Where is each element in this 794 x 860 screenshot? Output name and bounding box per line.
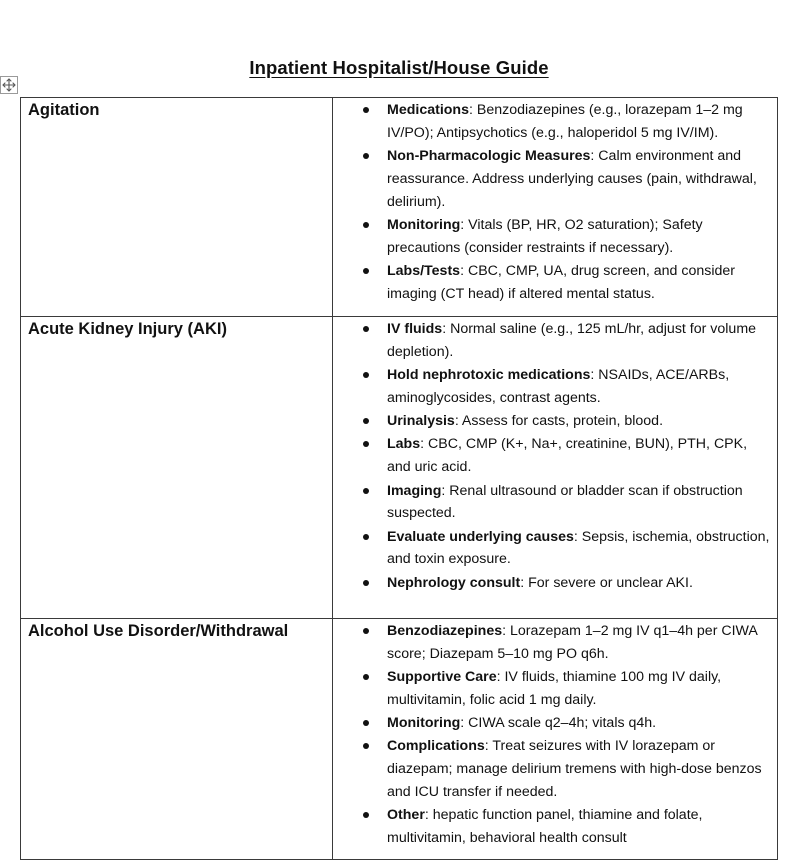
- list-item: [387, 433, 771, 479]
- topic-cell[interactable]: [21, 619, 333, 860]
- topic-heading-aki: Acute Kidney Injury (AKI): [28, 320, 227, 338]
- list-item: [387, 99, 771, 145]
- topic-heading-alcohol: Alcohol Use Disorder/Withdrawal: [28, 622, 289, 640]
- item-text: : IV fluids, thiamine 100 mg IV daily, multivitamin, folic acid 1 mg daily.: [387, 669, 722, 708]
- list-item: [387, 804, 771, 850]
- item-text: : Sepsis, ischemia, obstruction, and toxin exposure.: [387, 528, 770, 568]
- guide-table: [20, 97, 778, 860]
- item-term: Supportive Care: [387, 669, 497, 686]
- table-row: [21, 317, 778, 619]
- item-text: : Normal saline (e.g., 125 mL/hr, adjust for volume depletion).: [387, 321, 757, 360]
- item-term: Urinalysis: [387, 413, 455, 430]
- bullet-list: [333, 619, 777, 850]
- table-row: [21, 619, 778, 860]
- list-item: [387, 364, 771, 410]
- item-text: : For severe or unclear AKI.: [520, 574, 693, 591]
- item-text: : hepatic function panel, thiamine and folate, multivitamin, behavioral health consult: [387, 807, 703, 847]
- item-text: : Assess for casts, protein, blood.: [454, 413, 664, 430]
- item-term: Labs/Tests: [387, 263, 461, 280]
- item-term: Imaging: [387, 482, 442, 499]
- topic-cell[interactable]: [21, 317, 333, 619]
- detail-cell[interactable]: [333, 619, 778, 860]
- item-term: Hold nephrotoxic medications: [387, 367, 591, 384]
- list-item: [387, 712, 771, 735]
- bullet-list: [333, 317, 777, 595]
- item-term: Medications: [387, 102, 469, 118]
- detail-cell[interactable]: [333, 98, 778, 317]
- item-text: : CIWA scale q2–4h; vitals q4h.: [460, 715, 657, 732]
- item-text: : Renal ultrasound or bladder scan if obstruction suspected.: [387, 482, 743, 522]
- item-text: : Benzodiazepines (e.g., lorazepam 1–2 mg IV/PO); Antipsychotics (e.g., haloperidol 5 mg IV/IM).: [387, 102, 743, 141]
- item-term: Evaluate underlying causes: [387, 528, 574, 545]
- list-item: [387, 572, 771, 595]
- item-text: : Lorazepam 1–2 mg IV q1–4h per CIWA score; Diazepam 5–10 mg PO q6h.: [387, 623, 758, 662]
- item-term: Non-Pharmacologic Measures: [387, 148, 591, 165]
- table-move-handle[interactable]: [0, 76, 18, 94]
- item-term: Monitoring: [387, 715, 461, 732]
- list-item: [387, 480, 771, 526]
- item-term: Other: [387, 807, 425, 824]
- page-title: Inpatient Hospitalist/House Guide: [249, 57, 549, 78]
- bullet-list: [333, 98, 777, 306]
- table-row: [21, 98, 778, 317]
- list-item: [387, 410, 771, 433]
- list-item: [387, 318, 771, 364]
- item-term: Labs: [387, 436, 421, 453]
- item-term: IV fluids: [387, 321, 443, 337]
- topic-heading-agitation: Agitation: [28, 101, 100, 119]
- list-item: [387, 214, 771, 260]
- move-arrows-icon: [2, 78, 16, 92]
- list-item: [387, 666, 771, 712]
- item-text: : Treat seizures with IV lorazepam or diazepam; manage delirium tremens with high-dose benzos and ICU transfer if needed.: [387, 738, 762, 801]
- item-text: : Vitals (BP, HR, O2 saturation); Safety precautions (consider restraints if necessary).: [387, 216, 703, 256]
- item-text: : NSAIDs, ACE/ARBs, aminoglycosides, contrast agents.: [387, 367, 730, 406]
- topic-cell[interactable]: [21, 98, 333, 317]
- list-item: [387, 145, 771, 213]
- detail-cell[interactable]: [333, 317, 778, 619]
- list-item: [387, 260, 771, 306]
- item-text: : Calm environment and reassurance. Address underlying causes (pain, withdrawal, delirium).: [387, 148, 757, 210]
- item-term: Benzodiazepines: [387, 623, 503, 639]
- item-term: Nephrology consult: [387, 574, 521, 591]
- item-text: : CBC, CMP, UA, drug screen, and consider imaging (CT head) if altered mental status.: [387, 263, 736, 302]
- item-term: Monitoring: [387, 216, 461, 233]
- item-term: Complications: [387, 738, 485, 755]
- list-item: [387, 735, 771, 803]
- item-text: : CBC, CMP (K+, Na+, creatinine, BUN), PTH, CPK, and uric acid.: [387, 436, 748, 476]
- list-item: [387, 526, 771, 572]
- list-item: [387, 620, 771, 666]
